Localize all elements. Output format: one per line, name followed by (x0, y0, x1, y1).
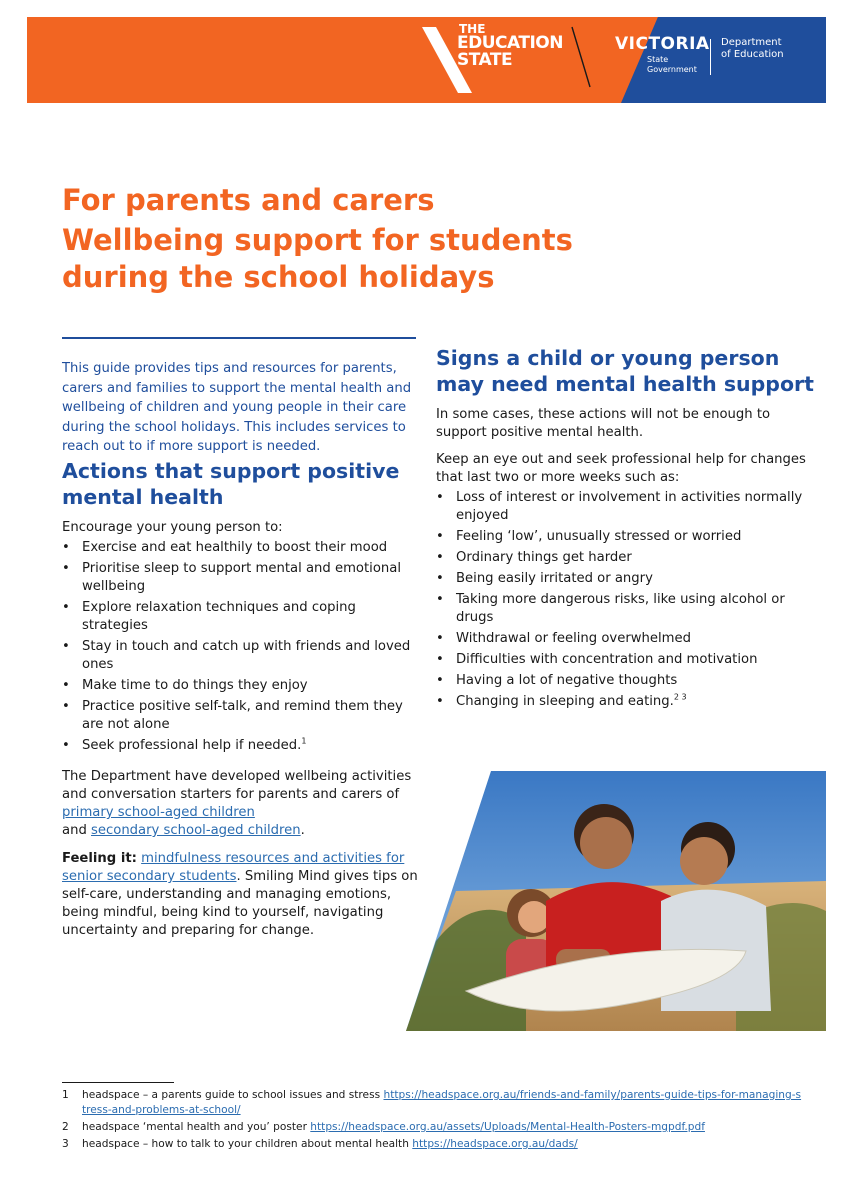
footnote-text: headspace ‘mental health and you’ poster (82, 1121, 311, 1133)
state-government-label (647, 55, 697, 75)
list-item-last (62, 737, 422, 755)
department-paragraph (62, 768, 422, 840)
list-item: • Being easily irritated or angry (436, 570, 821, 588)
department-line: Department (721, 37, 782, 48)
header-banner (27, 17, 826, 103)
list-item: • Make time to do things they enjoy (62, 677, 422, 695)
page-title: For parents and carers (62, 183, 435, 217)
list-item-text: Seek professional help if needed. (82, 738, 302, 753)
footnotes (62, 1088, 802, 1154)
government-line: Government (647, 65, 697, 74)
list-item-text: Changing in sleeping and eating. (456, 694, 674, 709)
footnote-link[interactable]: https://headspace.org.au/friends-and-family/parents-guide-tips-for-managing-stress-and-problems-at-school/ (82, 1089, 802, 1116)
list-item: • Taking more dangerous risks, like using alcohol or drugs (436, 591, 821, 627)
footnote-1 (62, 1088, 802, 1118)
state-line: State (647, 55, 669, 64)
primary-school-link[interactable]: primary school-aged children (62, 805, 255, 820)
logo-state: STATE (457, 50, 513, 70)
footnote-number: 1 (62, 1089, 69, 1101)
feeling-paragraph (62, 850, 422, 940)
feeling-label: Feeling it: (62, 851, 137, 866)
department-text-b: and (62, 823, 92, 838)
actions-heading: Actions that support positive mental health (62, 459, 400, 509)
victoria-logo: VICTORIA (615, 34, 710, 54)
list-item: • Stay in touch and catch up with friends and loved ones (62, 638, 422, 674)
signs-paragraph-2: Keep an eye out and seek professional help for changes that last two or more weeks such as: (436, 452, 806, 485)
department-text-c: . (300, 823, 305, 838)
education-state-logo (457, 23, 563, 69)
actions-lead: Encourage your young person to: (62, 520, 283, 535)
actions-list (62, 539, 422, 755)
logo-the: THE (459, 22, 486, 36)
list-item: • Ordinary things get harder (436, 549, 821, 567)
footnote-3 (62, 1137, 802, 1152)
list-item: • Feeling ‘low’, unusually stressed or worried (436, 528, 821, 546)
list-item: • Having a lot of negative thoughts (436, 672, 821, 690)
secondary-school-link[interactable]: secondary school-aged children (91, 823, 301, 838)
department-label (721, 37, 784, 61)
actions-section (62, 519, 422, 940)
intro-divider (62, 337, 416, 339)
list-item-last (436, 693, 821, 711)
footnote-text: headspace – how to talk to your children about mental health (82, 1138, 413, 1150)
list-item: • Practice positive self-talk, and remind them they are not alone (62, 698, 422, 734)
list-item: • Exercise and eat healthily to boost their mood (62, 539, 422, 557)
list-item: • Prioritise sleep to support mental and emotional wellbeing (62, 560, 422, 596)
logo-divider (710, 39, 711, 75)
footnote-number: 3 (62, 1138, 69, 1150)
logo-education: EDUCATION (457, 33, 563, 53)
footnote-number: 2 (62, 1121, 69, 1133)
list-item: • Difficulties with concentration and motivation (436, 651, 821, 669)
footnote-2 (62, 1120, 802, 1135)
list-item: • Loss of interest or involvement in activities normally enjoyed (436, 489, 821, 525)
signs-section (436, 406, 821, 714)
department-text-a: The Department have developed wellbeing activities and conversation starters for parents and carers of (62, 769, 412, 802)
list-item: • Explore relaxation techniques and coping strategies (62, 599, 422, 635)
footnote-divider (62, 1082, 174, 1083)
signs-paragraph-1: In some cases, these actions will not be enough to support positive mental health. (436, 407, 771, 440)
feeling-text: . Smiling Mind gives tips on self-care, understanding and managing emotions, being mindful, being kind to yourself, navigating uncertainty and preparing for change. (62, 869, 418, 938)
signs-list (436, 489, 821, 711)
footnote-ref: 2 3 (673, 692, 687, 702)
list-item: • Withdrawal or feeling overwhelmed (436, 630, 821, 648)
mindfulness-resources-link[interactable]: mindfulness resources and activities for senior secondary students (62, 851, 405, 884)
footnote-text: headspace – a parents guide to school issues and stress (82, 1089, 384, 1101)
family-beach-photo (406, 771, 826, 1031)
footnote-ref: 1 (301, 736, 307, 746)
footnote-link[interactable]: https://headspace.org.au/assets/Uploads/Mental-Health-Posters-mgpdf.pdf (310, 1121, 705, 1133)
signs-heading: Signs a child or young person may need mental health support (436, 346, 814, 396)
of-education-line: of Education (721, 49, 784, 60)
footnote-link[interactable]: https://headspace.org.au/dads/ (412, 1138, 578, 1150)
intro-paragraph: This guide provides tips and resources for parents, carers and families to support the mental health and wellbeing of children and young people in their care during the school holidays. This includes services to reach out to if more support is needed. (62, 361, 412, 455)
page-subtitle: Wellbeing support for students during the school holidays (62, 223, 573, 294)
